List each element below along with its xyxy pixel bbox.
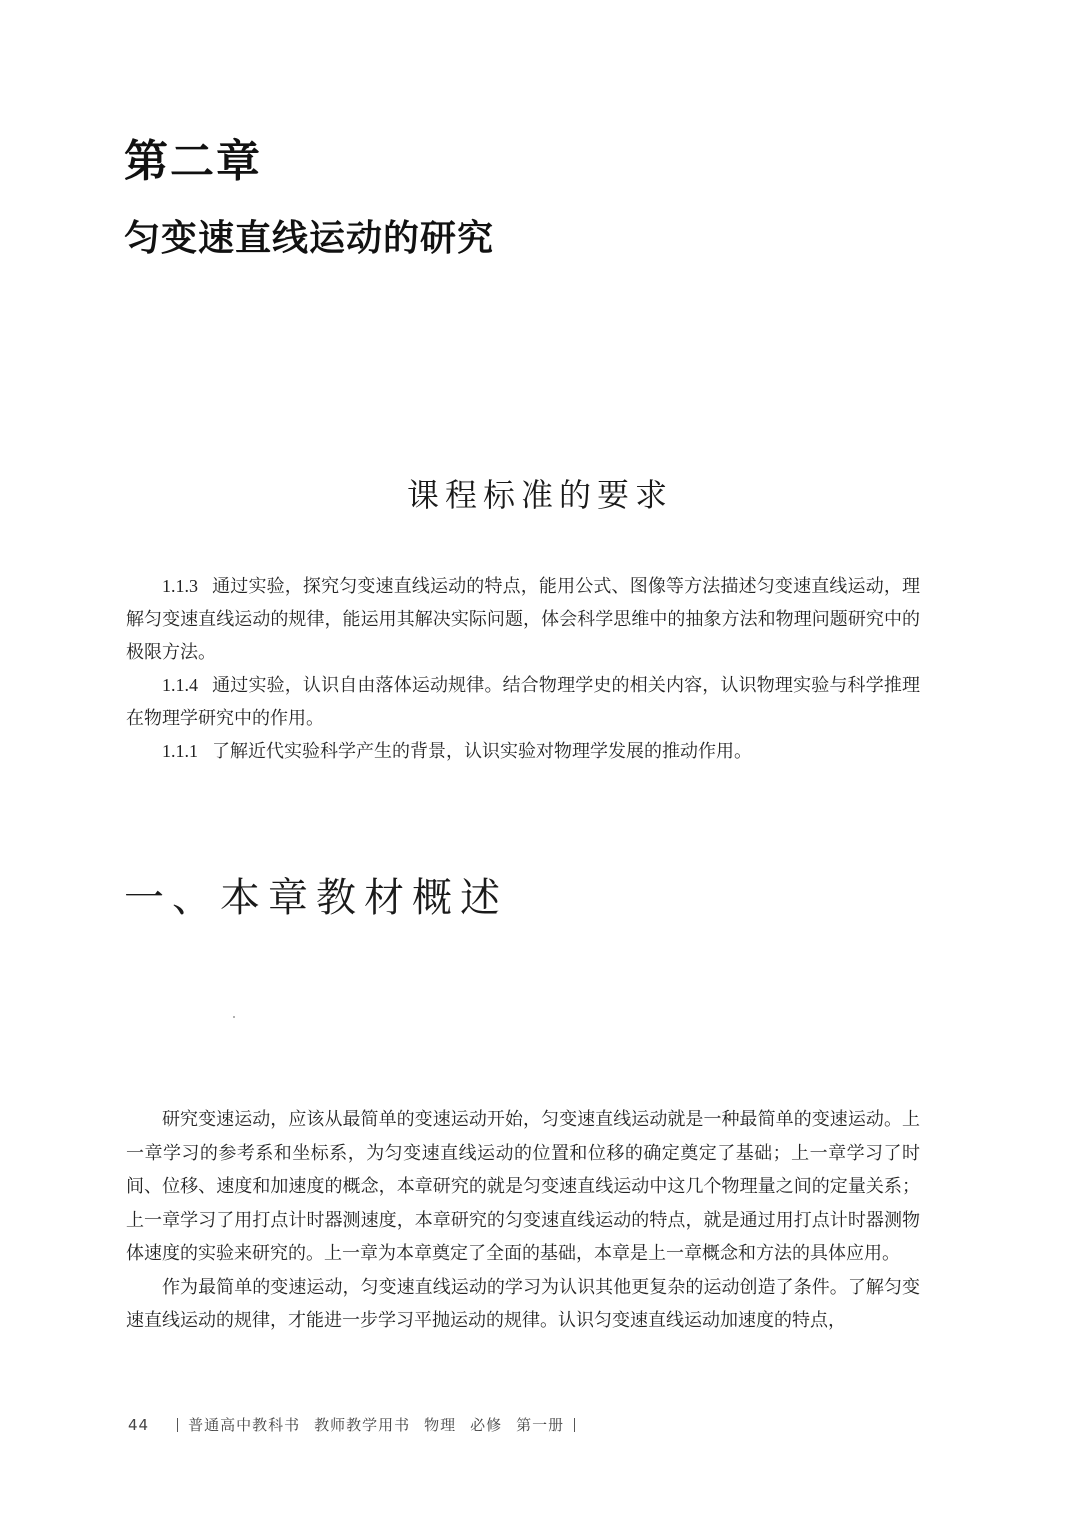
standard-code: 1.1.3 xyxy=(162,576,198,596)
footer-subject: 物理 xyxy=(424,1416,457,1434)
standard-code: 1.1.1 xyxy=(162,741,198,761)
chapter-title: 匀变速直线运动的研究 xyxy=(124,217,495,259)
standard-text: 通过实验，探究匀变速直线运动的特点，能用公式、图像等方法描述匀变速直线运动，理解匀变速直线运动的规律，能运用其解决实际问题，体会科学思维中的抽象方法和物理问题研究中的极限方法。 xyxy=(126,576,920,663)
scan-speck xyxy=(233,1016,235,1018)
page-footer xyxy=(128,1414,585,1436)
standard-item xyxy=(126,570,920,669)
standards-list xyxy=(126,570,920,768)
standard-item xyxy=(126,669,920,735)
body-paragraph: 作为最简单的变速运动，匀变速直线运动的学习为认识其他更复杂的运动创造了条件。了解匀变速直线运动的规律，才能进一步学习平抛运动的规律。认识匀变速直线运动加速度的特点， xyxy=(126,1276,920,1331)
standard-item xyxy=(126,735,920,768)
footer-module: 必修 xyxy=(470,1416,503,1434)
section-body xyxy=(126,1103,920,1338)
footer-book: 普通高中教科书 xyxy=(188,1416,301,1434)
chapter-label: 第二章 xyxy=(124,136,262,187)
body-paragraph: 研究变速运动，应该从最简单的变速运动开始，匀变速直线运动就是一种最简单的变速运动。上一章学习的参考系和坐标系，为匀变速直线运动的位置和位移的确定奠定了基础；上一章学习了时间、位移、速度和加速度的概念，本章研究的就是匀变速直线运动中这几个物理量之间的定量关系；上一章学习了用打点计时器测速度，本章研究的匀变速直线运动的特点，就是通过用打点计时器测物体速度的实验来研究的。上一章为本章奠定了全面的基础，本章是上一章概念和方法的具体应用。 xyxy=(126,1109,920,1264)
page-number: 44 xyxy=(128,1416,150,1434)
standard-text: 了解近代实验科学产生的背景，认识实验对物理学发展的推动作用。 xyxy=(212,741,752,762)
footer-usage: 教师教学用书 xyxy=(314,1416,411,1434)
standard-text: 通过实验，认识自由落体运动规律。结合物理学史的相关内容，认识物理实验与科学推理在物理学研究中的作用。 xyxy=(126,675,920,729)
section-title: 一、本章教材概述 xyxy=(124,875,508,921)
standards-heading: 课程标准的要求 xyxy=(406,476,673,514)
standard-code: 1.1.4 xyxy=(162,675,198,695)
footer-divider xyxy=(574,1418,575,1432)
footer-divider xyxy=(177,1418,178,1432)
footer-volume: 第一册 xyxy=(516,1416,565,1434)
